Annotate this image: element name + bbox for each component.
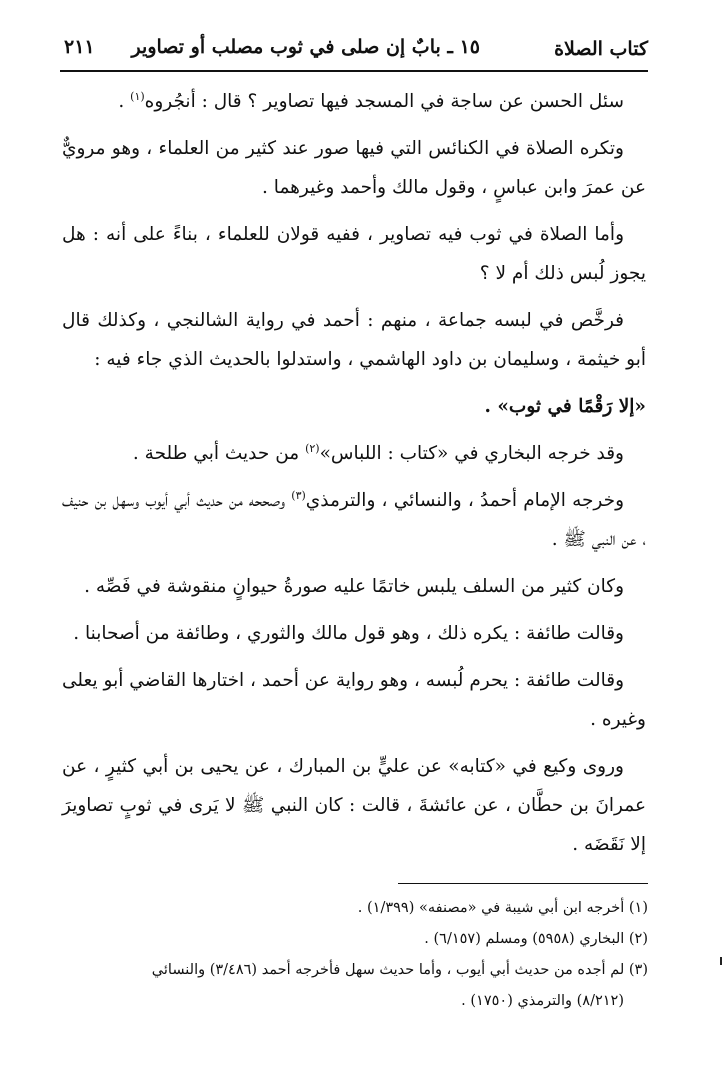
book-title: كتاب الصلاة xyxy=(554,38,648,60)
paragraph: فرخَّص في لبسه جماعة ، منهم : أحمد في رواية الشالنجي ، وكذلك قال أبو خيثمة ، وسليمان بن داود الهاشمي ، واستدلوا بالحديث الذي جاء فيه : xyxy=(62,310,646,370)
footnote-divider xyxy=(398,883,648,884)
footnote-ref: (٢) xyxy=(305,441,320,455)
main-text xyxy=(62,82,646,872)
paragraph: وخرجه الإمام أحمدُ ، والنسائي ، والترمذي$^{(٣)}$ وصححه من حديث أبي أيوب وسهل بن حنيف ، عن النبي ﷺ . xyxy=(62,488,646,550)
footnote-ref: (١) xyxy=(130,89,145,103)
paragraph: وقالت طائفة : يحرم لُبسه ، وهو رواية عن أحمد ، اختارها القاضي أبو يعلى وغيره . xyxy=(62,670,646,730)
footnote: (١) أخرجه ابن أبي شيبة في «مصنفه» (١/٣٩٩) . xyxy=(357,900,648,916)
paragraph: وروى وكيع في «كتابه» عن عليٍّ بن المبارك ، عن يحيى بن أبي كثيرٍ ، عن عمرانَ بن حطَّان ، عن عائشةَ ، قالت : كان النبي ﷺ لا يَرى في ثوبٍ تصاويرَ إلا نَقَضَه . xyxy=(62,756,646,855)
footnotes xyxy=(60,893,648,1017)
paragraph: وأما الصلاة في ثوب فيه تصاوير ، ففيه قولان للعلماء ، بناءً على أنه : هل يجوز لُبس ذلك أم لا ؟ xyxy=(62,224,646,284)
footnote: (٢) البخاري (٥٩٥٨) ومسلم (٦/١٥٧) . xyxy=(424,931,648,947)
hadith-quote: «إلا رَقْمًا في ثوب» . xyxy=(484,396,646,417)
running-header xyxy=(60,30,648,72)
footnote-ref: (٣) xyxy=(291,488,306,502)
paragraph: وتكره الصلاة في الكنائس التي فيها صور عند كثير من العلماء ، وهو مرويٌّ عن عمرَ وابن عباسٍ ، وقول مالك وأحمد وغيرهما . xyxy=(62,138,646,198)
paragraph: وكان كثير من السلف يلبس خاتمًا عليه صورةُ حيوانٍ منقوشة في فَصِّه . xyxy=(84,576,624,597)
footnote-continuation: (٨/٢١٢) والترمذي (١٧٥٠) . xyxy=(461,993,624,1009)
scan-mark xyxy=(720,957,722,965)
paragraph: سئل الحسن عن ساجة في المسجد فيها تصاوير ؟ قال : أنجُروه$^{(١)}$ . xyxy=(118,89,624,112)
chapter-title: ١٥ ـ بابٌ إن صلى في ثوب مصلب أو تصاوير xyxy=(131,36,480,58)
page-number: ٢١١ xyxy=(64,36,95,58)
paragraph: وقد خرجه البخاري في «كتاب : اللباس»$^{(٢)}$ من حديث أبي طلحة . xyxy=(132,441,624,464)
footnote: (٣) لم أجده من حديث أبي أيوب ، وأما حديث سهل فأخرجه أحمد (٣/٤٨٦) والنسائي xyxy=(151,962,648,978)
paragraph: وقالت طائفة : يكره ذلك ، وهو قول مالك والثوري ، وطائفة من أصحابنا . xyxy=(73,623,624,644)
